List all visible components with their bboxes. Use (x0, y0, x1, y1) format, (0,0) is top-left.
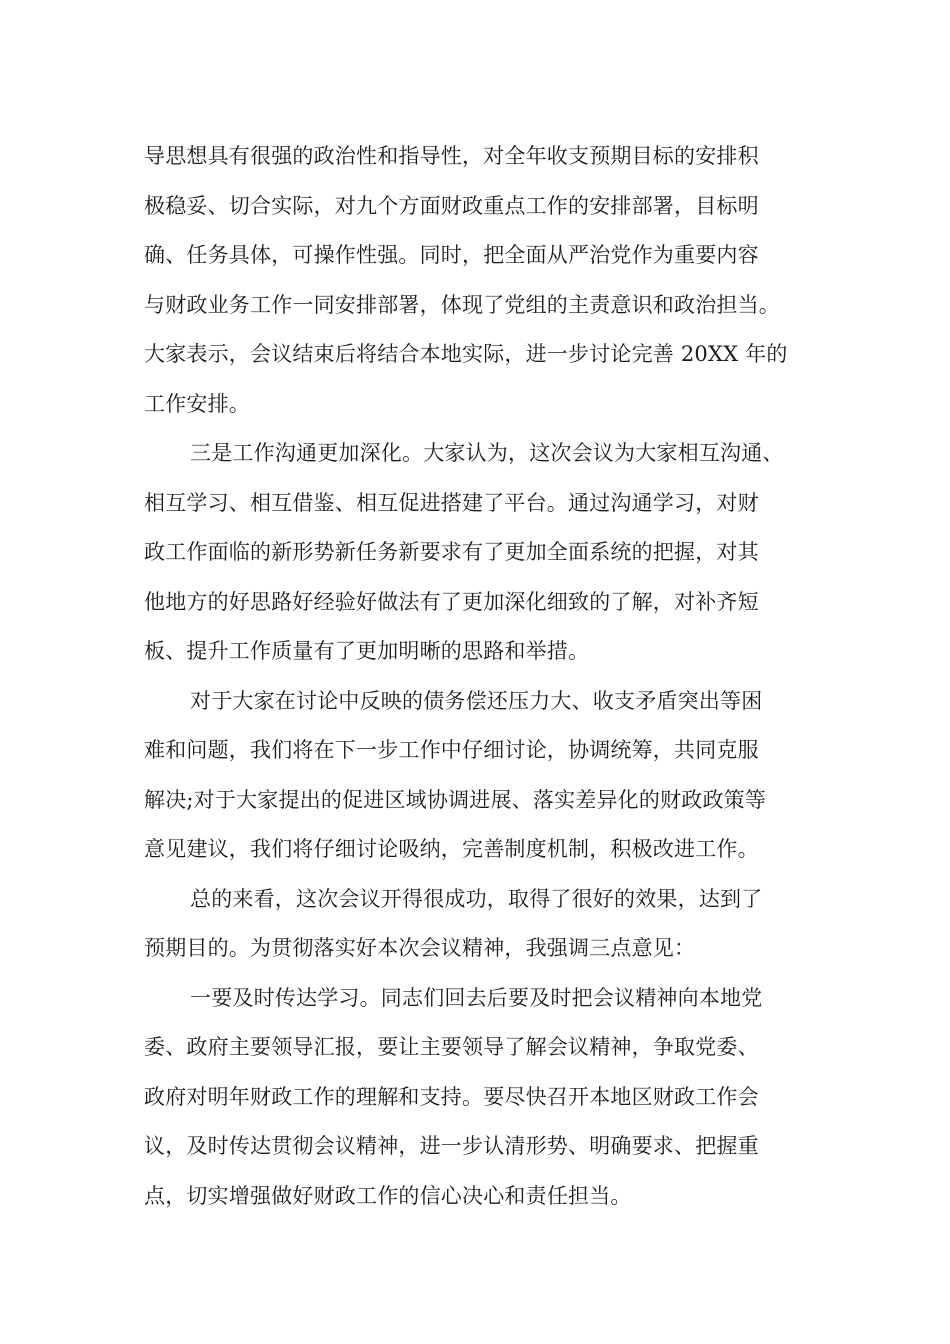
text-line: 预期目的。为贯彻落实好本次会议精神，我强调三点意见： (144, 936, 696, 960)
text-line: 极稳妥、切合实际，对九个方面财政重点工作的安排部署，目标明 (144, 193, 759, 218)
text-line: 板、提升工作质量有了更加明晰的思路和举措。 (144, 639, 590, 663)
document-body (144, 132, 844, 1221)
paragraph-first-line: 一要及时传达学习。同志们回去后要及时把会议精神向本地党 (190, 985, 763, 1010)
text-line: 与财政业务工作一同安排部署，体现了党组的主责意识和政治担当。 (144, 292, 780, 317)
text-line: 难和问题，我们将在下一步工作中仔细讨论，协调统筹，共同克服 (144, 738, 759, 762)
text-line: 导思想具有很强的政治性和指导性，对全年收支预期目标的安排积 (144, 144, 759, 168)
text-line: 政府对明年财政工作的理解和支持。要尽快召开本地区财政工作会 (144, 1084, 759, 1109)
text-line: 解决;对于大家提出的促进区域协调进展、落实差异化的财政政策等 (144, 787, 767, 812)
text-line: 工作安排。 (144, 391, 250, 416)
text-line: 确、任务具体，可操作性强。同时，把全面从严治党作为重要内容 (144, 243, 759, 267)
text-line: 相互学习、相互借鉴、相互促进搭建了平台。通过沟通学习，对财 (144, 490, 759, 515)
text-line: 政工作面临的新形势新任务新要求有了更加全面系统的把握，对其 (144, 540, 759, 564)
text-line: 意见建议，我们将仔细讨论吸纳，完善制度机制，积极改进工作。 (144, 837, 759, 861)
text-line: 委、政府主要领导汇报，要让主要领导了解会议精神，争取党委、 (144, 1035, 759, 1059)
text-line: 议，及时传达贯彻会议精神，进一步认清形势、明确要求、把握重 (144, 1134, 759, 1158)
paragraph-first-line: 总的来看，这次会议开得很成功，取得了很好的效果，达到了 (190, 886, 763, 911)
paragraph-first-line: 三是工作沟通更加深化。大家认为，这次会议为大家相互沟通、 (190, 441, 784, 465)
text-line: 点，切实增强做好财政工作的信心决心和责任担当。 (144, 1183, 632, 1208)
text-line: 大家表示，会议结束后将结合本地实际，进一步讨论完善 20XX 年的 (144, 342, 788, 366)
text-line: 他地方的好思路好经验好做法有了更加深化细致的了解，对补齐短 (144, 589, 759, 614)
paragraph-first-line: 对于大家在讨论中反映的债务偿还压力大、收支矛盾突出等困 (190, 688, 763, 713)
